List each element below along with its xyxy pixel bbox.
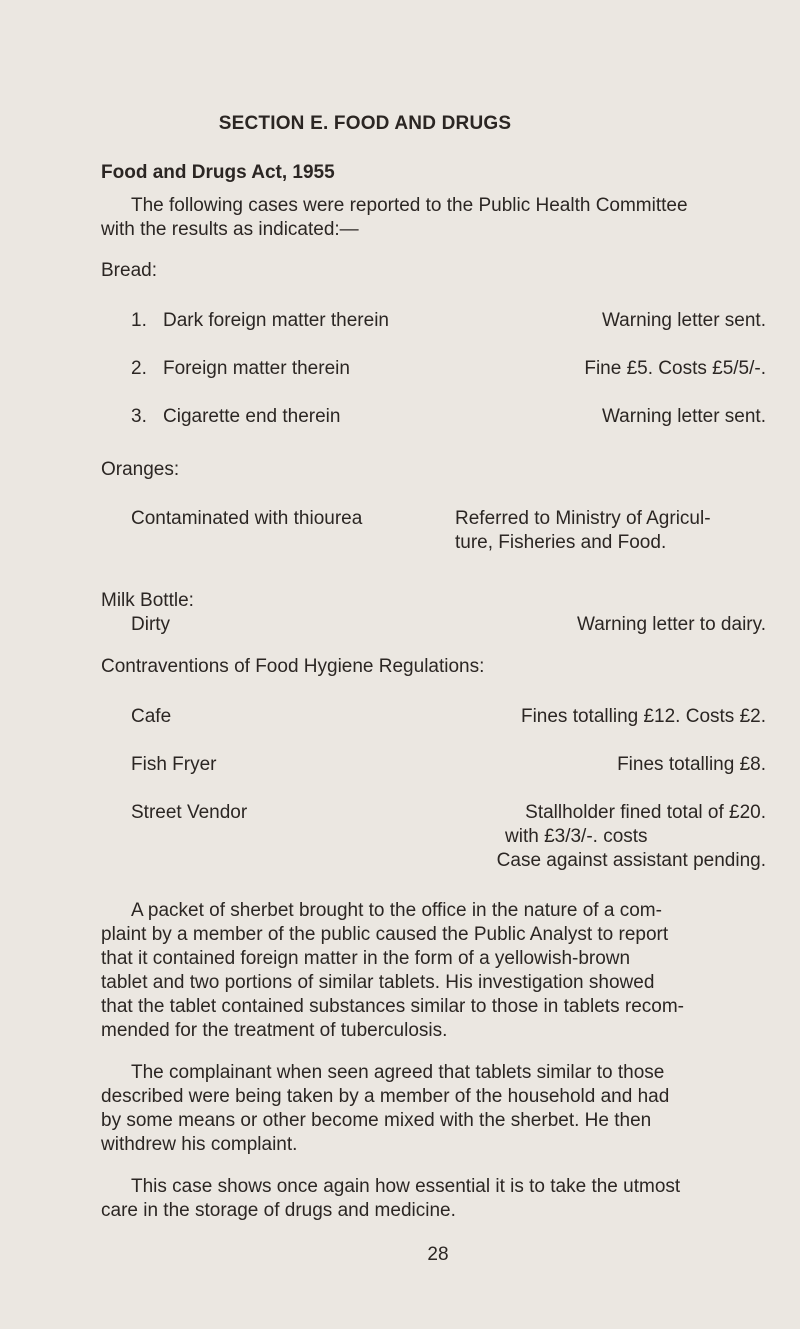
section-title: SECTION E. FOOD AND DRUGS xyxy=(218,113,512,134)
milk-label: Milk Bottle: xyxy=(101,590,194,611)
intro-line-1: The following cases were reported to the Public Health Committee xyxy=(131,195,688,216)
oranges-result-line-1: Referred to Ministry of Agricul- xyxy=(455,508,711,529)
street-vendor-case: Street Vendor xyxy=(131,802,248,823)
paragraph-2-line: withdrew his complaint. xyxy=(101,1134,298,1155)
act-heading: Food and Drugs Act, 1955 xyxy=(101,162,335,183)
bread-item-case: Dark foreign matter therein xyxy=(163,310,389,331)
oranges-result-line-2: ture, Fisheries and Food. xyxy=(455,532,667,553)
page-number: 28 xyxy=(427,1244,449,1265)
milk-result: Warning letter to dairy. xyxy=(576,614,766,635)
street-vendor-result-line-1: Stallholder fined total of £20. xyxy=(525,802,766,823)
milk-case: Dirty xyxy=(131,614,171,635)
street-vendor-result-line-2: with £3/3/-. costs xyxy=(505,826,648,847)
fish-fryer-result: Fines totalling £8. xyxy=(617,754,766,775)
contraventions-label: Contraventions of Food Hygiene Regulations: xyxy=(101,656,485,677)
paragraph-3-line: care in the storage of drugs and medicine. xyxy=(101,1200,456,1221)
bread-item-case: Cigarette end therein xyxy=(163,406,341,427)
paragraph-3-line: This case shows once again how essential it is to take the utmost xyxy=(131,1176,681,1197)
oranges-case: Contaminated with thiourea xyxy=(131,508,363,529)
paragraph-1-line: A packet of sherbet brought to the office in the nature of a com- xyxy=(131,900,662,921)
paragraph-1-line: plaint by a member of the public caused the Public Analyst to report xyxy=(101,924,669,945)
paragraph-2-line: by some means or other become mixed with the sherbet. He then xyxy=(101,1110,652,1131)
bread-item-number: 1. xyxy=(131,310,147,331)
oranges-label: Oranges: xyxy=(101,459,180,480)
cafe-case: Cafe xyxy=(131,706,172,727)
paragraph-1-line: that it contained foreign matter in the form of a yellowish-brown xyxy=(101,948,631,969)
bread-item-case: Foreign matter therein xyxy=(163,358,350,379)
paragraph-2-line: described were being taken by a member of the household and had xyxy=(101,1086,670,1107)
bread-item-result: Fine £5. Costs £5/5/-. xyxy=(584,358,766,379)
intro-line-2: with the results as indicated:— xyxy=(101,219,359,240)
fish-fryer-case: Fish Fryer xyxy=(131,754,217,775)
paragraph-1-line: mended for the treatment of tuberculosis. xyxy=(101,1020,448,1041)
paragraph-1-line: tablet and two portions of similar tablets. His investigation showed xyxy=(101,972,655,993)
bread-item-number: 2. xyxy=(131,358,147,379)
bread-label: Bread: xyxy=(101,260,157,281)
paragraph-2-line: The complainant when seen agreed that tablets similar to those xyxy=(131,1062,665,1083)
paragraph-1-line: that the tablet contained substances similar to those in tablets recom- xyxy=(101,996,684,1017)
bread-item-result: Warning letter sent. xyxy=(601,406,766,427)
street-vendor-result-line-3: Case against assistant pending. xyxy=(496,850,766,871)
bread-item-result: Warning letter sent. xyxy=(601,310,766,331)
cafe-result: Fines totalling £12. Costs £2. xyxy=(520,706,766,727)
bread-item-number: 3. xyxy=(131,406,147,427)
